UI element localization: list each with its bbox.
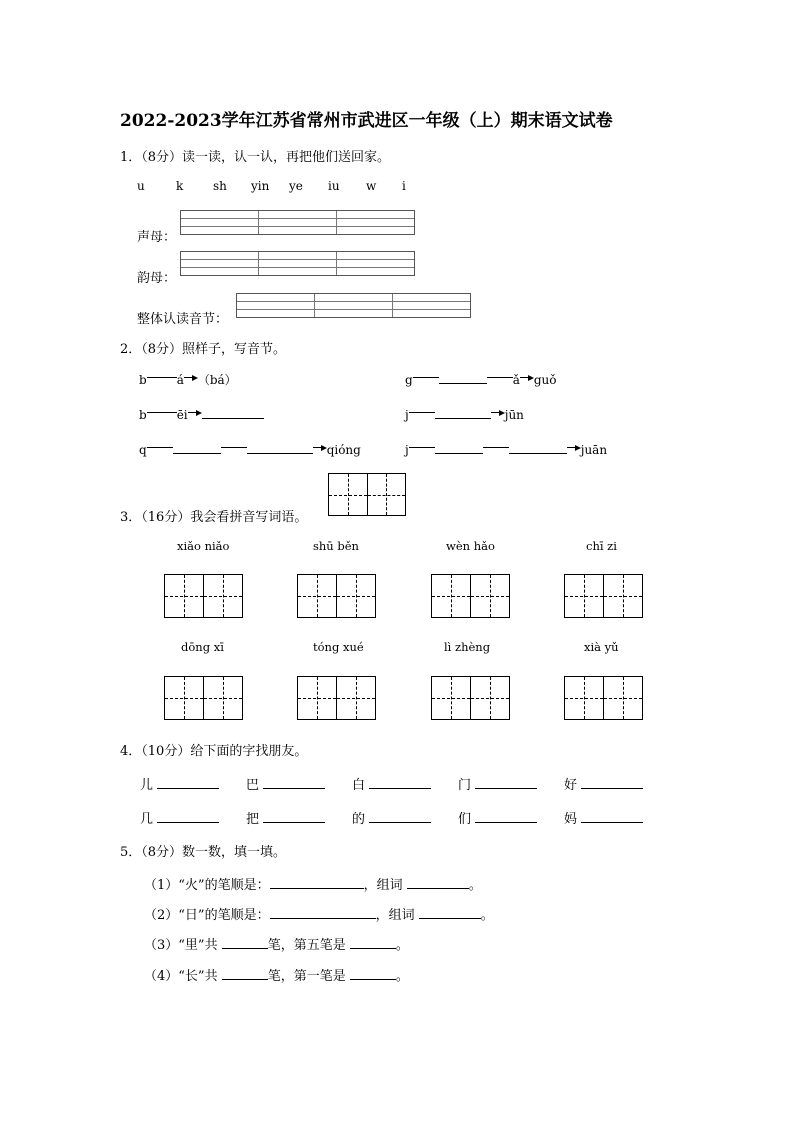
char-pair bbox=[140, 774, 219, 793]
final: ǎ bbox=[512, 373, 520, 387]
yunmu-writing-grid[interactable] bbox=[180, 251, 415, 276]
answer-blank[interactable] bbox=[263, 810, 325, 823]
initial: b bbox=[139, 408, 147, 422]
question-4-heading: 4．（10分）给下面的字找朋友。 bbox=[120, 744, 308, 759]
answer-blank[interactable] bbox=[435, 441, 483, 454]
prompt-end: 。 bbox=[395, 938, 409, 953]
pinyin-word: xià yǔ bbox=[584, 640, 619, 654]
initial: j bbox=[405, 443, 409, 457]
letter: iu bbox=[328, 179, 340, 193]
answer-blank[interactable] bbox=[202, 406, 264, 419]
stroke-question bbox=[144, 874, 482, 893]
char-pair bbox=[564, 774, 643, 793]
pinyin-item bbox=[405, 371, 556, 387]
shengmu-label: 声母： bbox=[137, 230, 177, 245]
character: 儿 bbox=[140, 778, 154, 793]
prompt: ，组词 bbox=[375, 908, 415, 923]
answer-blank[interactable] bbox=[369, 776, 431, 789]
tianzige-answer-grid[interactable] bbox=[431, 676, 510, 720]
syllable: guǒ bbox=[533, 373, 557, 387]
syllable: （bá） bbox=[197, 373, 237, 387]
final: ēi bbox=[176, 408, 188, 422]
letter: k bbox=[176, 179, 184, 193]
tianzige-answer-grid[interactable] bbox=[297, 676, 376, 720]
character: 门 bbox=[458, 778, 472, 793]
pinyin-word: chī zi bbox=[586, 539, 617, 553]
answer-blank[interactable] bbox=[247, 441, 313, 454]
tianzige-answer-grid[interactable] bbox=[297, 574, 376, 618]
syllable: qióng bbox=[326, 443, 361, 457]
question-3-heading: 3．（16分）我会看拼音写词语。 bbox=[120, 510, 308, 525]
shengmu-writing-grid[interactable] bbox=[180, 210, 415, 235]
answer-blank[interactable] bbox=[509, 441, 567, 454]
prompt: （3）“里”共 bbox=[144, 938, 218, 953]
pinyin-word: dōng xī bbox=[181, 640, 224, 654]
prompt: 笔，第一笔是 bbox=[267, 969, 346, 984]
prompt-end: 。 bbox=[480, 908, 494, 923]
zhengti-writing-grid[interactable] bbox=[236, 293, 471, 318]
question-5-heading: 5．（8分）数一数，填一填。 bbox=[120, 845, 287, 860]
initial: b bbox=[139, 373, 147, 387]
char-pair bbox=[352, 808, 431, 827]
stroke-question bbox=[144, 934, 409, 953]
stroke-question bbox=[144, 904, 494, 923]
letter: ye bbox=[289, 179, 303, 193]
answer-blank[interactable] bbox=[157, 810, 219, 823]
pinyin-item bbox=[139, 406, 264, 422]
answer-blank[interactable] bbox=[222, 936, 268, 949]
prompt-end: 。 bbox=[468, 878, 482, 893]
pinyin-item bbox=[405, 441, 607, 457]
tianzige-example-grid bbox=[328, 473, 406, 516]
letter: i bbox=[402, 179, 406, 193]
char-pair bbox=[352, 774, 431, 793]
answer-blank[interactable] bbox=[581, 776, 643, 789]
letter: sh bbox=[213, 179, 227, 193]
answer-blank[interactable] bbox=[350, 936, 396, 949]
char-pair bbox=[458, 808, 537, 827]
letter: yin bbox=[251, 179, 270, 193]
tianzige-answer-grid[interactable] bbox=[564, 676, 643, 720]
answer-blank[interactable] bbox=[475, 810, 537, 823]
stroke-question bbox=[144, 965, 409, 984]
answer-blank[interactable] bbox=[439, 371, 487, 384]
prompt: （2）“日”的笔顺是： bbox=[144, 908, 270, 923]
answer-blank[interactable] bbox=[173, 441, 221, 454]
answer-blank[interactable] bbox=[270, 876, 364, 889]
syllable: jūn bbox=[504, 408, 524, 422]
answer-blank[interactable] bbox=[407, 876, 469, 889]
char-pair bbox=[246, 808, 325, 827]
character: 几 bbox=[140, 812, 154, 827]
letter: u bbox=[137, 179, 145, 193]
answer-blank[interactable] bbox=[222, 967, 268, 980]
final: á bbox=[176, 373, 184, 387]
pinyin-word: tóng xué bbox=[313, 640, 364, 654]
page-title: 2022-2023学年江苏省常州市武进区一年级（上）期末语文试卷 bbox=[120, 111, 613, 131]
character: 巴 bbox=[246, 778, 260, 793]
answer-blank[interactable] bbox=[350, 967, 396, 980]
character: 们 bbox=[458, 812, 472, 827]
character: 白 bbox=[352, 778, 366, 793]
pinyin-word: wèn hǎo bbox=[446, 539, 495, 553]
prompt: （1）“火”的笔顺是： bbox=[144, 878, 270, 893]
pinyin-word: shū běn bbox=[313, 539, 359, 553]
character: 把 bbox=[246, 812, 260, 827]
tianzige-answer-grid[interactable] bbox=[564, 574, 643, 618]
char-pair bbox=[564, 808, 643, 827]
char-pair bbox=[140, 808, 219, 827]
answer-blank[interactable] bbox=[475, 776, 537, 789]
yunmu-label: 韵母： bbox=[137, 271, 177, 286]
initial: j bbox=[405, 408, 409, 422]
answer-blank[interactable] bbox=[435, 406, 491, 419]
prompt: （4）“长”共 bbox=[144, 969, 218, 984]
prompt: 笔，第五笔是 bbox=[267, 938, 346, 953]
syllable: juān bbox=[580, 443, 608, 457]
question-2-heading: 2．（8分）照样子，写音节。 bbox=[120, 342, 287, 357]
question-1-heading: 1．（8分）读一读，认一认，再把他们送回家。 bbox=[120, 150, 391, 165]
answer-blank[interactable] bbox=[263, 776, 325, 789]
answer-blank[interactable] bbox=[581, 810, 643, 823]
answer-blank[interactable] bbox=[270, 906, 376, 919]
pinyin-word: xiǎo niǎo bbox=[177, 539, 230, 553]
initial: g bbox=[405, 373, 413, 387]
answer-blank[interactable] bbox=[157, 776, 219, 789]
prompt-end: 。 bbox=[395, 969, 409, 984]
answer-blank[interactable] bbox=[419, 906, 481, 919]
initial: q bbox=[139, 443, 147, 457]
char-pair bbox=[458, 774, 537, 793]
tianzige-answer-grid[interactable] bbox=[431, 574, 510, 618]
pinyin-word: lì zhèng bbox=[444, 640, 491, 654]
zhengti-label: 整体认读音节： bbox=[137, 312, 229, 327]
pinyin-example bbox=[139, 371, 237, 388]
letter: w bbox=[366, 179, 377, 193]
pinyin-item bbox=[139, 441, 361, 457]
character: 的 bbox=[352, 812, 366, 827]
prompt: ，组词 bbox=[363, 878, 403, 893]
tianzige-answer-grid[interactable] bbox=[164, 676, 243, 720]
tianzige-answer-grid[interactable] bbox=[164, 574, 243, 618]
character: 好 bbox=[564, 778, 578, 793]
pinyin-item bbox=[405, 406, 524, 422]
answer-blank[interactable] bbox=[369, 810, 431, 823]
char-pair bbox=[246, 774, 325, 793]
character: 妈 bbox=[564, 812, 578, 827]
